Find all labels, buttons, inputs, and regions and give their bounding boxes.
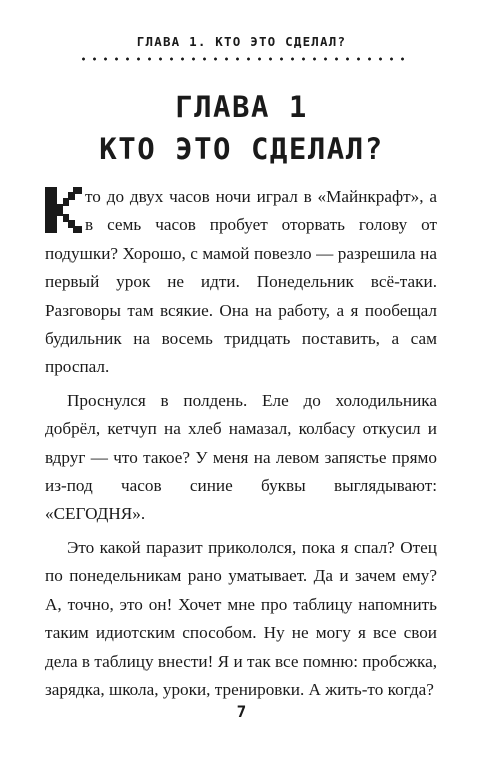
chapter-body <box>45 183 437 709</box>
dotted-divider <box>78 56 408 62</box>
dropcap-k-glyph <box>45 187 82 233</box>
running-head: ГЛАВА 1. КТО ЭТО СДЕЛАЛ? <box>136 34 347 49</box>
paragraph-1-text: то до двух часов ночи играл в «Майнкрафт», а в семь часов пробует оторвать голову от подушки? Хорошо, с мамой повезло — разрешила на первый урок не идти. Понедельник всё-таки. Разговоры там всякие. Она на работу, а я пообещал будильник на восемь тридцать поставить, а сам проспал. <box>45 187 437 377</box>
paragraph-3: Это какой паразит прикололся, пока я спал? Отец по понедельникам рано уматывает. Да и зачем ему? А, точно, это он! Хочет мне про таблицу напомнить таким идиотским способом. Ну не могу я все свои дела в таблицу внести! Я и так все помню: пробсжка, зарядка, школа, уроки, тренировки. А жить-то когда? <box>45 537 437 699</box>
paragraph-1 <box>45 183 437 382</box>
paragraph-2: Проснулся в полдень. Еле до холодильника добрёл, кетчуп на хлеб намазал, колбасу откусил и вдруг — что такое? У меня на левом запястье прямо из-под часов синие буквы выглядывают: «СЕГОДНЯ». <box>45 390 437 524</box>
chapter-number: ГЛАВА 1 <box>175 90 308 124</box>
chapter-heading <box>0 86 483 170</box>
chapter-title: КТО ЭТО СДЕЛАЛ? <box>99 132 384 166</box>
page-number: 7 <box>236 702 247 721</box>
